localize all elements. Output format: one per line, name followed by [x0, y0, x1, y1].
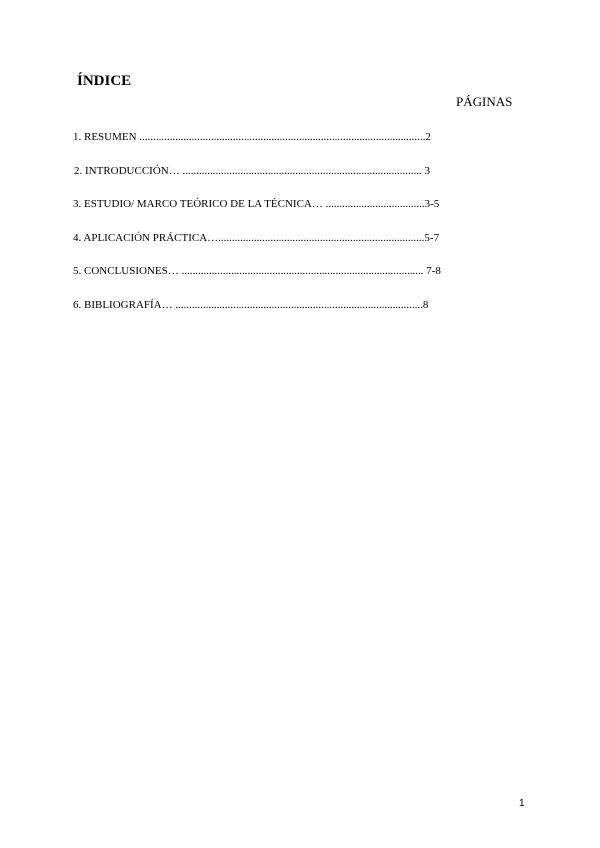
- toc-leader-dots: ..........................................................................................: [172, 299, 423, 311]
- toc-entry-text: 4. APLICACIÓN PRÁCTICA…: [73, 232, 219, 244]
- toc-leader-dots: ....................................: [322, 198, 425, 210]
- toc-entry: [73, 130, 473, 144]
- toc-leader-dots: ...........................................................................: [218, 232, 425, 244]
- pages-column-header: PÁGINAS: [456, 94, 513, 109]
- toc-entry: [73, 298, 483, 312]
- toc-entry-page: 3: [424, 165, 430, 177]
- page-number: 1: [519, 798, 525, 809]
- toc-leader-dots: ........................................................................................: [178, 265, 427, 277]
- toc-entry: [73, 197, 483, 211]
- toc-entry-page: 5-7: [424, 232, 440, 244]
- toc-entry: [73, 231, 483, 245]
- toc-entry-page: 7-8: [426, 265, 441, 277]
- toc-entry-page: 3-5: [424, 198, 440, 210]
- index-title: ÍNDICE: [77, 73, 132, 89]
- toc-entry: [73, 264, 483, 278]
- toc-entry-text: 3. ESTUDIO/ MARCO TEÓRICO DE LA TÉCNICA…: [73, 198, 323, 210]
- toc-entry-page: 2: [425, 131, 431, 143]
- toc-entry-text: 5. CONCLUSIONES…: [73, 265, 179, 277]
- toc-entry-text: 2. INTRODUCCIÓN…: [74, 165, 180, 177]
- toc-entry-page: 8: [422, 299, 429, 311]
- toc-entry: [74, 164, 474, 178]
- toc-entry-text: 1. RESUMEN: [73, 131, 137, 143]
- toc-leader-dots: ........................................................................................................: [136, 131, 426, 143]
- toc-leader-dots: .......................................................................................: [179, 165, 425, 177]
- toc-entry-text: 6. BIBLIOGRAFÍA…: [73, 299, 173, 311]
